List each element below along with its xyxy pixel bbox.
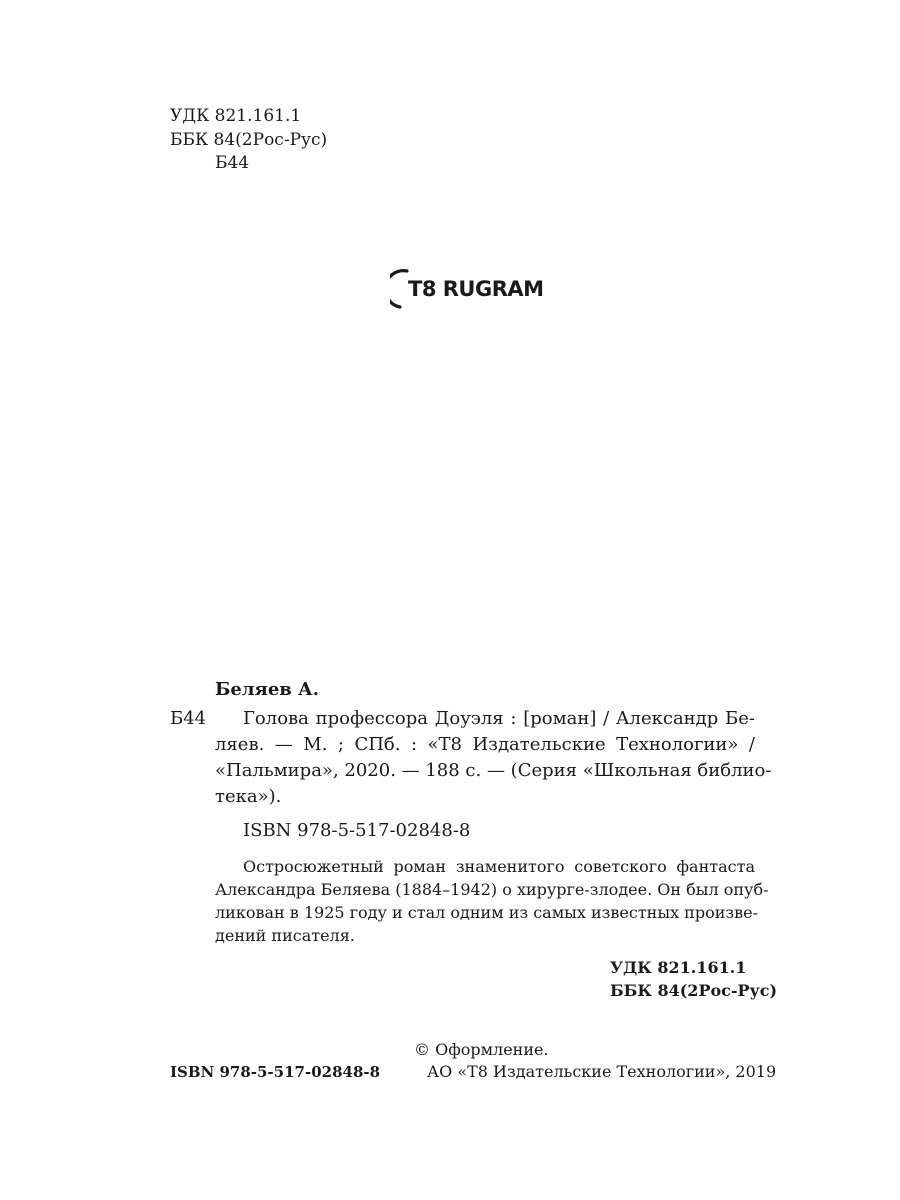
isbn-bottom: ISBN 978-5-517-02848-8 — [170, 1063, 381, 1081]
copyright-line: © Оформление. — [414, 1040, 549, 1059]
author-sign: Б44 — [170, 708, 207, 729]
annotation-line: Александра Беляева (1884–1942) о хирурге-злодее. Он был опуб- — [215, 880, 769, 899]
description-line: «Пальмира», 2020. — 188 с. — (Серия «Школьная библио- — [215, 760, 772, 781]
publisher-line: АО «Т8 Издательские Технологии», 2019 — [427, 1062, 777, 1081]
description-line: Голова профессора Доуэля : [роман] / Александр Бе- — [243, 708, 755, 729]
description-line: тека»). — [215, 786, 282, 807]
bbk-code-top: ББК 84(2Рос-Рус) — [170, 130, 328, 150]
annotation-line: дений писателя. — [215, 926, 355, 945]
logo-wordmark: T8 RUGRAM — [408, 277, 544, 301]
udk-code-top: УДК 821.161.1 — [170, 106, 302, 126]
author-name: Беляев А. — [215, 679, 319, 700]
logo-arc-icon — [390, 268, 410, 310]
annotation-line: Остросюжетный роман знаменитого советского фантаста — [243, 857, 755, 876]
isbn-record: ISBN 978-5-517-02848-8 — [243, 820, 471, 841]
author-sign-top: Б44 — [215, 153, 250, 173]
publisher-logo — [390, 268, 544, 310]
description-line: ляев. — М. ; СПб. : «Т8 Издательские Технологии» / — [215, 734, 755, 755]
udk-code-right: УДК 821.161.1 — [610, 958, 747, 977]
annotation-line: ликован в 1925 году и стал одним из самых известных произве- — [215, 903, 758, 922]
bbk-code-right: ББК 84(2Рос-Рус) — [610, 981, 778, 1000]
